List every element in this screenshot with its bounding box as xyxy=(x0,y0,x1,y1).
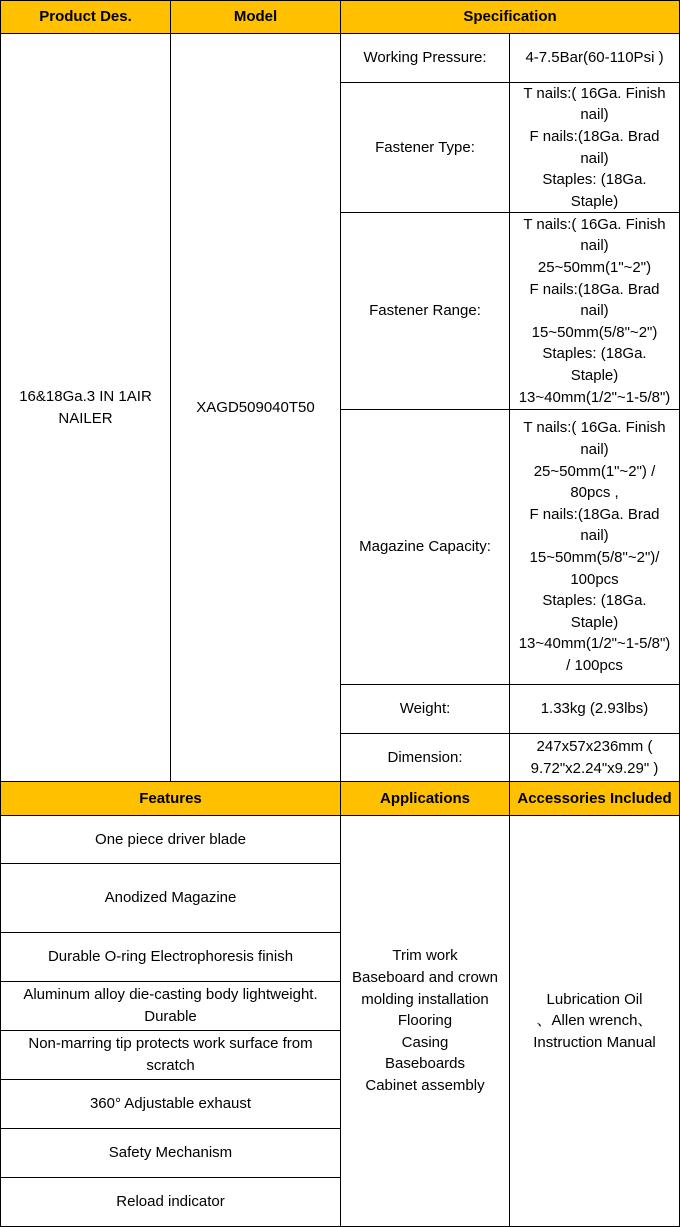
feature-line: scratch xyxy=(146,1057,195,1074)
spec-value-line: nail) xyxy=(580,149,609,167)
feature-item xyxy=(0,933,341,982)
spec-value-line: 80pcs , xyxy=(570,484,619,502)
spec-value-line: F nails:(18Ga. Brad xyxy=(529,127,660,145)
spec-value-line: nail) xyxy=(580,106,609,124)
spec-value-magazine-capacity xyxy=(510,410,680,685)
spec-label-weight: Weight: xyxy=(341,685,510,734)
feature-line: Durable xyxy=(144,1008,197,1025)
feature-item xyxy=(0,982,341,1031)
spec-value-line: 25~50mm(1"~2") / xyxy=(533,462,656,480)
spec-value-line: 13~40mm(1/2"~1-5/8") xyxy=(518,635,671,653)
accessories-cell xyxy=(510,816,680,1227)
product-description xyxy=(0,34,171,782)
spec-value-line: 25~50mm(1"~2") xyxy=(537,259,652,277)
application-line: Baseboard and crown xyxy=(352,969,498,987)
spec-value-dimension xyxy=(510,734,680,782)
spec-value-line: 1.33kg (2.93lbs) xyxy=(540,700,649,718)
feature-item xyxy=(0,1178,341,1227)
feature-line: Durable O-ring Electrophoresis finish xyxy=(47,948,294,966)
spec-value-line: 4-7.5Bar(60-110Psi ) xyxy=(525,49,664,67)
feature-item xyxy=(0,1129,341,1178)
product-description-line: 16&18Ga.3 IN 1AIR xyxy=(19,387,152,405)
product-description-line: NAILER xyxy=(58,409,113,427)
spec-value-line: 100pcs xyxy=(570,570,619,588)
spec-value-line: nail) xyxy=(580,441,609,459)
header-features: Features xyxy=(0,782,341,816)
feature-item xyxy=(0,1031,341,1080)
spec-value-line: nail) xyxy=(580,527,609,545)
applications-cell xyxy=(341,816,510,1227)
spec-label-fastener-range: Fastener Range: xyxy=(341,213,510,410)
feature-line: Reload indicator xyxy=(116,1193,225,1211)
spec-label-working-pressure: Working Pressure: xyxy=(341,34,510,83)
spec-value-line: nail) xyxy=(580,237,609,255)
spec-label-fastener-type: Fastener Type: xyxy=(341,83,510,213)
application-line: molding installation xyxy=(361,990,489,1008)
spec-value-line: 247x57x236mm ( xyxy=(536,737,653,755)
spec-value-line: Staple) xyxy=(570,366,619,384)
accessory-line: 、Allen wrench、 xyxy=(536,1012,653,1030)
spec-value-line: Staples: (18Ga. xyxy=(542,171,647,189)
feature-line: Anodized Magazine xyxy=(104,889,237,907)
accessory-line: Instruction Manual xyxy=(533,1033,656,1051)
header-applications: Applications xyxy=(341,782,510,816)
spec-value-fastener-range xyxy=(510,213,680,410)
product-model: XAGD509040T50 xyxy=(171,34,341,782)
spec-label-magazine-capacity: Magazine Capacity: xyxy=(341,410,510,685)
spec-value-line: Staples: (18Ga. xyxy=(542,345,647,363)
spec-value-line: Staple) xyxy=(570,613,619,631)
feature-item xyxy=(0,816,341,864)
spec-value-line: Staple) xyxy=(570,192,619,210)
spec-value-line: F nails:(18Ga. Brad xyxy=(529,505,660,523)
spec-value-line: nail) xyxy=(580,302,609,320)
spec-value-line: 15~50mm(5/8"~2")/ xyxy=(529,549,660,566)
header-specification: Specification xyxy=(341,0,680,34)
spec-value-line: 13~40mm(1/2"~1-5/8") xyxy=(518,388,671,406)
accessory-line: Lubrication Oil xyxy=(546,990,643,1008)
spec-value-line: F nails:(18Ga. Brad xyxy=(529,280,660,298)
feature-item xyxy=(0,864,341,933)
header-accessories: Accessories Included xyxy=(510,782,680,816)
spec-value-line: T nails:( 16Ga. Finish xyxy=(523,419,666,437)
application-line: Cabinet assembly xyxy=(365,1076,485,1094)
spec-value-fastener-type xyxy=(510,83,680,213)
header-model: Model xyxy=(171,0,341,34)
application-line: Casing xyxy=(401,1033,449,1051)
application-line: Flooring xyxy=(397,1012,453,1030)
spec-value-line: 15~50mm(5/8"~2") xyxy=(531,323,658,341)
feature-item xyxy=(0,1080,341,1129)
feature-line: Aluminum alloy die-casting body lightweight. xyxy=(23,986,318,1004)
feature-line: 360° Adjustable exhaust xyxy=(89,1095,252,1113)
spec-value-line: T nails:( 16Ga. Finish xyxy=(523,215,666,233)
spec-value-line: / 100pcs xyxy=(566,656,623,674)
application-line: Trim work xyxy=(392,947,458,965)
header-product-des: Product Des. xyxy=(0,0,171,34)
spec-value-line: T nails:( 16Ga. Finish xyxy=(523,84,666,102)
spec-value-working-pressure xyxy=(510,34,680,83)
spec-value-line: Staples: (18Ga. xyxy=(542,592,647,610)
feature-line: One piece driver blade xyxy=(95,830,246,848)
spec-label-dimension: Dimension: xyxy=(341,734,510,782)
spec-value-weight xyxy=(510,685,680,734)
spec-value-line: 9.72"x2.24"x9.29" ) xyxy=(530,759,659,777)
application-line: Baseboards xyxy=(384,1055,466,1073)
feature-line: Non-marring tip protects work surface from xyxy=(28,1035,313,1053)
feature-line: Safety Mechanism xyxy=(108,1144,233,1162)
